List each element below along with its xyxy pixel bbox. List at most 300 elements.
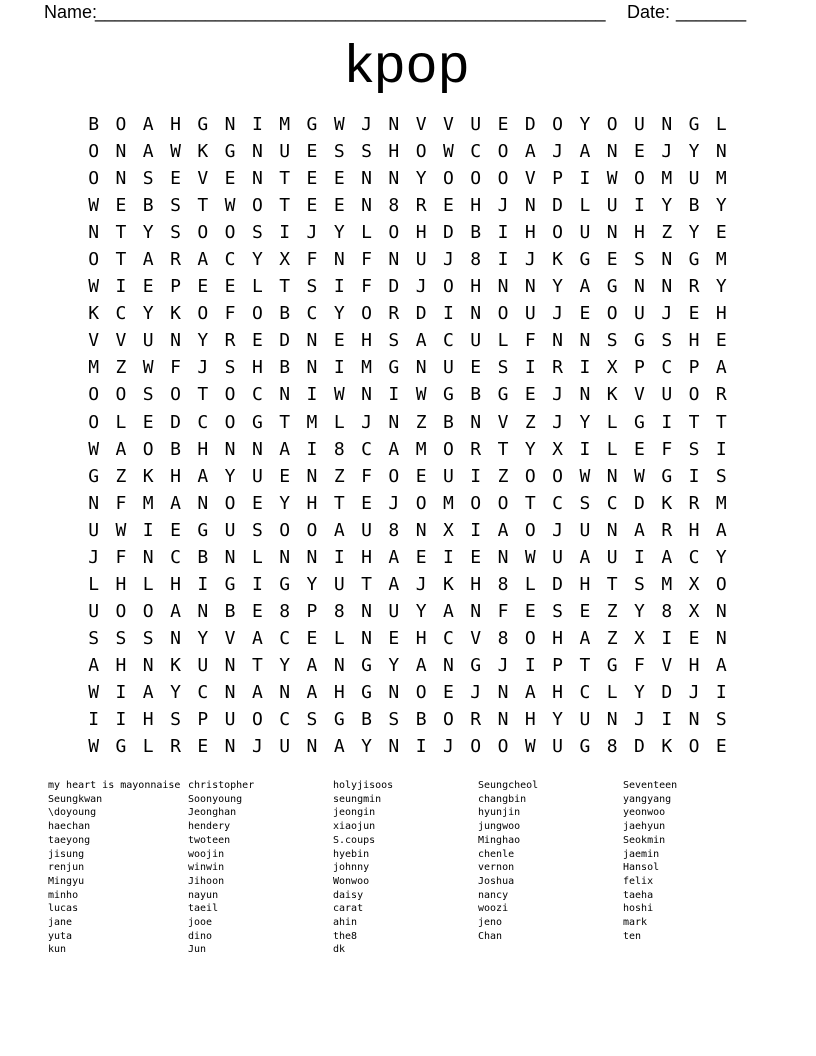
grid-letter: Y [251, 249, 263, 271]
grid-letter: F [224, 303, 236, 325]
grid-letter: A [306, 654, 318, 676]
grid-letter: K [170, 654, 181, 676]
word-list-item: mark [623, 917, 648, 929]
grid-letter: Z [115, 465, 127, 487]
grid-letter: T [115, 222, 127, 244]
grid-letter: E [142, 276, 154, 298]
grid-letter: I [115, 276, 127, 298]
word-list-item: Jun [188, 944, 207, 956]
grid-letter: S [251, 222, 263, 244]
word-list-item: Wonwoo [333, 875, 370, 887]
grid-letter: Y [279, 654, 291, 676]
grid-letter: L [88, 573, 100, 595]
grid-letter: A [497, 519, 509, 541]
grid-letter: I [142, 519, 154, 541]
grid-letter: W [88, 195, 100, 217]
word-list-item: yeonwoo [623, 807, 666, 819]
grid-letter: E [197, 276, 209, 298]
grid-letter: N [306, 357, 318, 379]
word-list-item: jooe [188, 917, 213, 929]
grid-letter: 8 [661, 600, 673, 622]
grid-letter: U [688, 168, 700, 190]
grid-letter: X [688, 573, 700, 595]
grid-letter: T [279, 276, 291, 298]
grid-letter: S [170, 195, 181, 217]
grid-letter: U [88, 519, 100, 541]
grid-letter: 8 [279, 600, 291, 622]
grid-letter: N [251, 141, 263, 163]
grid-letter: N [497, 681, 509, 703]
grid-letter: C [279, 627, 291, 649]
grid-letter: E [415, 546, 427, 568]
word-list-item: hyebin [333, 848, 370, 860]
grid-letter: I [497, 249, 509, 271]
grid-letter: 8 [388, 195, 400, 217]
grid-letter: H [688, 654, 700, 676]
grid-letter: V [634, 384, 645, 406]
grid-letter: S [361, 141, 372, 163]
grid-letter: I [497, 222, 509, 244]
grid-letter: N [88, 492, 100, 514]
word-list-item: lucas [48, 903, 79, 915]
grid-letter: F [361, 276, 372, 298]
grid-letter: B [88, 114, 100, 135]
grid-letter: O [115, 600, 127, 622]
word-list-item: Chan [478, 930, 503, 942]
grid-letter: N [579, 330, 591, 352]
grid-letter: U [251, 465, 263, 487]
grid-letter: 8 [333, 438, 345, 460]
grid-letter: C [197, 411, 209, 433]
grid-letter: W [524, 546, 536, 568]
grid-letter: U [661, 384, 673, 406]
grid-letter: N [142, 546, 154, 568]
grid-letter: O [606, 114, 618, 135]
grid-letter: O [388, 222, 400, 244]
grid-letter: A [524, 681, 536, 703]
grid-letter: G [579, 249, 591, 271]
grid-letter: T [279, 411, 291, 433]
grid-letter: W [333, 384, 345, 406]
grid-letter: U [606, 546, 618, 568]
grid-letter: Y [715, 276, 727, 298]
grid-letter: O [88, 168, 100, 190]
word-list-item: hendery [188, 821, 231, 833]
grid-letter: E [306, 141, 318, 163]
grid-letter: U [415, 249, 427, 271]
grid-letter: O [715, 573, 727, 595]
grid-letter: O [497, 303, 509, 325]
grid-letter: W [115, 519, 127, 541]
grid-letter: E [224, 168, 236, 190]
grid-letter: Y [142, 222, 154, 244]
grid-letter: U [142, 330, 154, 352]
grid-letter: E [688, 303, 700, 325]
grid-letter: P [197, 709, 209, 731]
grid-letter: H [634, 222, 645, 244]
grid-letter: I [634, 195, 645, 217]
grid-letter: H [688, 330, 700, 352]
grid-letter: S [552, 600, 564, 622]
grid-letter: E [224, 276, 236, 298]
grid-letter: E [115, 195, 127, 217]
grid-letter: J [552, 411, 564, 433]
grid-letter: F [361, 465, 372, 487]
grid-letter: O [197, 222, 209, 244]
grid-letter: S [142, 627, 154, 649]
grid-letter: N [251, 168, 263, 190]
grid-letter: G [361, 681, 372, 703]
word-list-column [48, 779, 180, 957]
grid-letter: A [415, 330, 427, 352]
word-list-item: chenle [478, 848, 515, 860]
grid-letter: N [470, 600, 482, 622]
grid-letter: O [251, 709, 263, 731]
grid-letter: I [306, 438, 318, 460]
grid-letter: G [688, 114, 700, 135]
grid-letter: N [497, 546, 509, 568]
word-list-item: seungmin [333, 793, 382, 805]
grid-letter: G [279, 573, 291, 595]
grid-letter: O [88, 411, 100, 433]
grid-letter: M [88, 357, 100, 379]
grid-letter: L [333, 627, 345, 649]
word-list-item: renjun [48, 862, 85, 874]
grid-letter: H [170, 114, 181, 135]
grid-letter: Y [279, 492, 291, 514]
grid-letter: D [415, 303, 427, 325]
grid-letter: H [715, 303, 727, 325]
grid-letter: X [279, 249, 291, 271]
grid-letter: U [88, 600, 100, 622]
grid-letter: B [279, 303, 291, 325]
grid-letter: I [579, 168, 591, 190]
grid-letter: Y [361, 736, 372, 758]
grid-letter: M [415, 438, 427, 460]
grid-letter: R [470, 438, 482, 460]
grid-letter: A [197, 465, 209, 487]
grid-letter: Z [333, 465, 345, 487]
grid-letter: W [333, 114, 345, 135]
date-label: Date: [627, 2, 671, 22]
grid-letter: H [361, 546, 372, 568]
grid-letter: F [170, 357, 181, 379]
grid-letter: N [224, 546, 236, 568]
grid-letter: R [688, 492, 700, 514]
grid-letter: S [634, 249, 645, 271]
grid-letter: A [661, 546, 673, 568]
grid-letter: H [170, 573, 181, 595]
word-list-item: xiaojun [333, 821, 376, 833]
grid-letter: I [197, 573, 209, 595]
grid-letter: U [443, 357, 454, 379]
grid-letter: N [415, 357, 427, 379]
grid-letter: G [224, 141, 236, 163]
grid-letter: J [306, 222, 318, 244]
grid-letter: A [715, 654, 727, 676]
grid-letter: S [170, 222, 181, 244]
grid-letter: I [333, 546, 345, 568]
name-blank-line[interactable]: ___________________________________________________ [95, 2, 606, 22]
grid-letter: N [470, 303, 482, 325]
grid-letter: N [333, 249, 345, 271]
grid-letter: S [661, 330, 673, 352]
grid-letter: Z [497, 465, 509, 487]
grid-letter: O [688, 736, 700, 758]
grid-letter: N [170, 627, 181, 649]
grid-letter: L [497, 330, 509, 352]
word-list-item: jaehyun [623, 821, 666, 833]
grid-letter: N [170, 330, 181, 352]
grid-letter: M [715, 492, 727, 514]
grid-letter: O [552, 465, 564, 487]
grid-letter: R [388, 303, 400, 325]
grid-letter: E [443, 681, 454, 703]
grid-letter: J [197, 357, 209, 379]
grid-letter: M [443, 492, 454, 514]
grid-letter: N [224, 654, 236, 676]
word-list-item: christopher [188, 780, 255, 791]
grid-letter: E [306, 168, 318, 190]
word-list-item: Seventeen [623, 780, 678, 791]
grid-letter: M [661, 168, 673, 190]
grid-letter: N [279, 681, 291, 703]
grid-letter: J [361, 114, 372, 135]
word-list [0, 779, 816, 969]
grid-letter: H [115, 654, 127, 676]
grid-letter: L [115, 411, 127, 433]
date-blank-line[interactable]: _______ [676, 2, 747, 22]
grid-letter: G [197, 114, 209, 135]
grid-letter: U [279, 141, 291, 163]
grid-letter: J [661, 303, 673, 325]
word-list-item: twoteen [188, 834, 231, 846]
grid-letter: U [524, 303, 536, 325]
grid-letter: O [88, 249, 100, 271]
grid-letter: O [497, 736, 509, 758]
grid-letter: J [470, 681, 482, 703]
grid-letter: I [470, 519, 482, 541]
grid-letter: N [497, 709, 509, 731]
grid-letter: S [388, 709, 400, 731]
grid-letter: N [388, 168, 400, 190]
grid-letter: B [470, 222, 482, 244]
grid-letter: E [688, 627, 700, 649]
word-list-item: hoshi [623, 903, 654, 915]
grid-letter: N [634, 276, 645, 298]
word-list-item: jaemin [623, 848, 660, 860]
grid-letter: N [415, 519, 427, 541]
grid-letter: O [251, 303, 263, 325]
grid-letter: T [197, 384, 209, 406]
grid-letter: A [251, 681, 263, 703]
grid-letter: L [142, 736, 154, 758]
grid-letter: H [415, 627, 427, 649]
grid-letter: B [224, 600, 236, 622]
grid-letter: F [115, 546, 127, 568]
grid-letter: O [279, 519, 291, 541]
grid-letter: N [715, 141, 727, 163]
grid-letter: E [306, 195, 318, 217]
grid-letter: T [279, 168, 291, 190]
grid-letter: W [524, 736, 536, 758]
grid-letter: V [443, 114, 454, 135]
grid-letter: Y [524, 438, 536, 460]
word-list-item: dino [188, 930, 213, 942]
grid-letter: E [142, 411, 154, 433]
grid-letter: V [661, 654, 673, 676]
grid-letter: O [443, 438, 454, 460]
grid-letter: E [388, 627, 400, 649]
grid-letter: X [634, 627, 645, 649]
grid-letter: H [579, 573, 591, 595]
grid-letter: N [279, 546, 291, 568]
grid-letter: P [170, 276, 181, 298]
grid-letter: O [224, 222, 236, 244]
grid-letter: G [224, 573, 236, 595]
grid-letter: H [251, 357, 263, 379]
grid-letter: J [251, 736, 263, 758]
grid-letter: K [661, 736, 673, 758]
word-list-item: dk [333, 944, 346, 956]
grid-letter: U [470, 114, 482, 135]
grid-letter: B [279, 357, 291, 379]
word-list-item: changbin [478, 793, 527, 805]
grid-letter: O [115, 384, 127, 406]
grid-letter: W [88, 736, 100, 758]
grid-letter: E [606, 249, 618, 271]
grid-letter: G [388, 357, 400, 379]
grid-letter: A [579, 141, 591, 163]
grid-letter: Y [688, 222, 700, 244]
grid-letter: V [197, 168, 209, 190]
grid-letter: 8 [388, 519, 400, 541]
grid-letter: M [661, 573, 673, 595]
grid-letter: N [197, 600, 209, 622]
word-list-item: taeil [188, 903, 219, 915]
grid-letter: N [361, 168, 372, 190]
grid-letter: Y [688, 141, 700, 163]
grid-letter: T [361, 573, 372, 595]
grid-letter: 8 [606, 736, 618, 758]
grid-letter: G [661, 465, 673, 487]
grid-letter: W [606, 168, 618, 190]
grid-letter: J [524, 249, 536, 271]
word-list-item: johnny [333, 862, 370, 874]
grid-letter: V [470, 627, 482, 649]
grid-letter: I [443, 546, 454, 568]
grid-letter: F [115, 492, 127, 514]
grid-letter: C [443, 330, 454, 352]
grid-letter: V [497, 411, 509, 433]
grid-letter: E [251, 330, 263, 352]
word-list-item: \doyoung [48, 807, 97, 819]
grid-letter: F [524, 330, 536, 352]
grid-letter: Y [333, 222, 345, 244]
grid-letter: B [197, 546, 209, 568]
grid-letter: L [606, 411, 618, 433]
grid-letter: Y [634, 681, 645, 703]
grid-letter: A [634, 519, 645, 541]
grid-letter: N [661, 114, 673, 135]
grid-letter: K [88, 303, 100, 325]
grid-letter: A [415, 654, 427, 676]
grid-letter: I [579, 438, 591, 460]
grid-letter: I [88, 709, 100, 731]
grid-letter: C [251, 384, 263, 406]
word-list-item: Seungkwan [48, 793, 103, 805]
grid-letter: C [606, 492, 618, 514]
grid-letter: A [88, 654, 100, 676]
word-list-item: Seungcheol [478, 780, 539, 791]
grid-letter: W [142, 357, 154, 379]
word-list-item: woozi [478, 903, 509, 915]
grid-letter: H [688, 519, 700, 541]
grid-letter: O [415, 492, 427, 514]
grid-letter: T [197, 195, 209, 217]
grid-letter: O [142, 438, 154, 460]
grid-letter: C [170, 546, 181, 568]
grid-letter: N [606, 465, 618, 487]
word-list-item: Minghao [478, 834, 521, 846]
grid-letter: J [552, 384, 564, 406]
word-list-item: minho [48, 889, 79, 901]
grid-letter: U [333, 573, 345, 595]
grid-letter: S [388, 330, 400, 352]
grid-letter: 8 [333, 600, 345, 622]
grid-letter: G [251, 411, 263, 433]
grid-letter: I [115, 709, 127, 731]
word-list-column [188, 779, 254, 957]
grid-letter: G [306, 114, 318, 135]
grid-letter: W [88, 276, 100, 298]
puzzle-title: kpop [345, 34, 471, 94]
grid-letter: W [579, 465, 591, 487]
grid-letter: U [388, 600, 400, 622]
grid-letter: J [361, 411, 372, 433]
grid-letter: L [333, 411, 345, 433]
grid-letter: B [688, 195, 700, 217]
grid-letter: W [88, 438, 100, 460]
grid-letter: G [634, 411, 645, 433]
grid-letter: N [306, 736, 318, 758]
grid-letter: O [224, 492, 236, 514]
grid-letter: A [142, 681, 154, 703]
word-list-item: Joshua [478, 875, 515, 887]
grid-letter: E [524, 600, 536, 622]
grid-letter: Y [552, 276, 564, 298]
grid-letter: Y [415, 168, 427, 190]
grid-letter: N [224, 438, 236, 460]
grid-letter: E [197, 736, 209, 758]
word-list-item: Jeonghan [188, 807, 237, 819]
grid-letter: J [497, 654, 509, 676]
grid-letter: O [415, 141, 427, 163]
grid-letter: K [170, 303, 181, 325]
grid-letter: N [388, 114, 400, 135]
grid-letter: A [279, 438, 291, 460]
grid-letter: R [661, 519, 673, 541]
grid-letter: G [634, 330, 645, 352]
grid-letter: H [388, 141, 400, 163]
word-list-item: jeno [478, 917, 503, 929]
grid-letter: C [306, 303, 318, 325]
grid-letter: T [524, 492, 536, 514]
grid-letter: A [251, 627, 263, 649]
grid-letter: N [606, 709, 618, 731]
grid-letter: K [142, 465, 154, 487]
grid-letter: H [524, 709, 536, 731]
